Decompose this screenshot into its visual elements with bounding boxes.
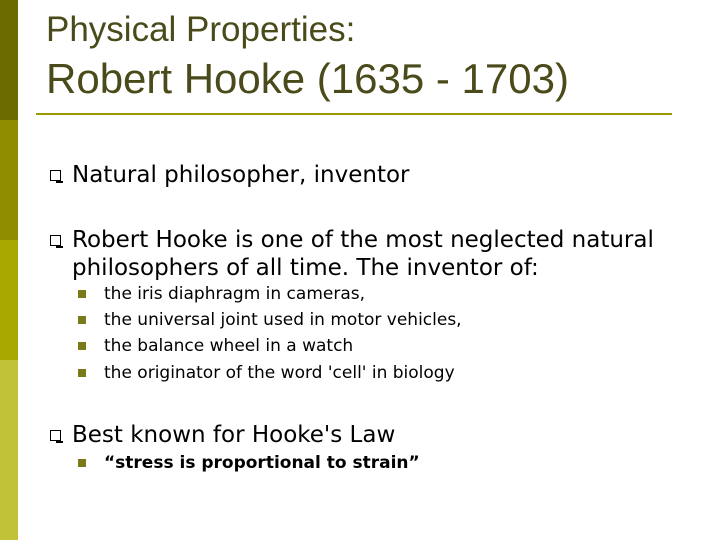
- bullet-text: Robert Hooke is one of the most neglected natural philosophers of all time. The inventor of:: [72, 227, 654, 281]
- bullet-item: [50, 226, 710, 282]
- sidebar-band-1: [0, 0, 18, 120]
- hollow-square-bullet-icon: [50, 170, 61, 181]
- filled-square-bullet-icon: [78, 290, 86, 298]
- filled-square-bullet-icon: [78, 342, 86, 350]
- sub-bullet-text: the iris diaphragm in cameras,: [104, 284, 366, 304]
- title-line-2: Robert Hooke (1635 - 1703): [46, 55, 569, 102]
- hollow-square-bullet-icon: [50, 235, 61, 246]
- hollow-square-bullet-icon: [50, 430, 61, 441]
- sub-bullet-text: the universal joint used in motor vehicles,: [104, 310, 462, 330]
- sub-bullet-item: [78, 450, 698, 476]
- filled-square-bullet-icon: [78, 459, 86, 467]
- title-line-1: Physical Properties:: [46, 10, 356, 49]
- bullet-text: Best known for Hooke's Law: [72, 422, 396, 448]
- sub-bullet-text: “stress is proportional to strain”: [104, 453, 420, 473]
- filled-square-bullet-icon: [78, 316, 86, 324]
- sub-bullet-item: [78, 333, 698, 359]
- bullet-item: [50, 421, 710, 449]
- filled-square-bullet-icon: [78, 369, 86, 377]
- sub-bullet-item: [78, 281, 698, 307]
- sidebar-band-4: [0, 360, 18, 540]
- sub-bullet-item: [78, 360, 698, 386]
- bullet-text: Natural philosopher, inventor: [72, 162, 410, 188]
- slide-title: [46, 8, 569, 106]
- bullet-item: [50, 161, 710, 189]
- sub-bullet-text: the balance wheel in a watch: [104, 336, 354, 356]
- sidebar-band-3: [0, 240, 18, 360]
- sub-bullet-text: the originator of the word 'cell' in biology: [104, 363, 455, 383]
- title-divider: [36, 113, 672, 115]
- sidebar-band-2: [0, 120, 18, 240]
- sub-bullet-item: [78, 307, 698, 333]
